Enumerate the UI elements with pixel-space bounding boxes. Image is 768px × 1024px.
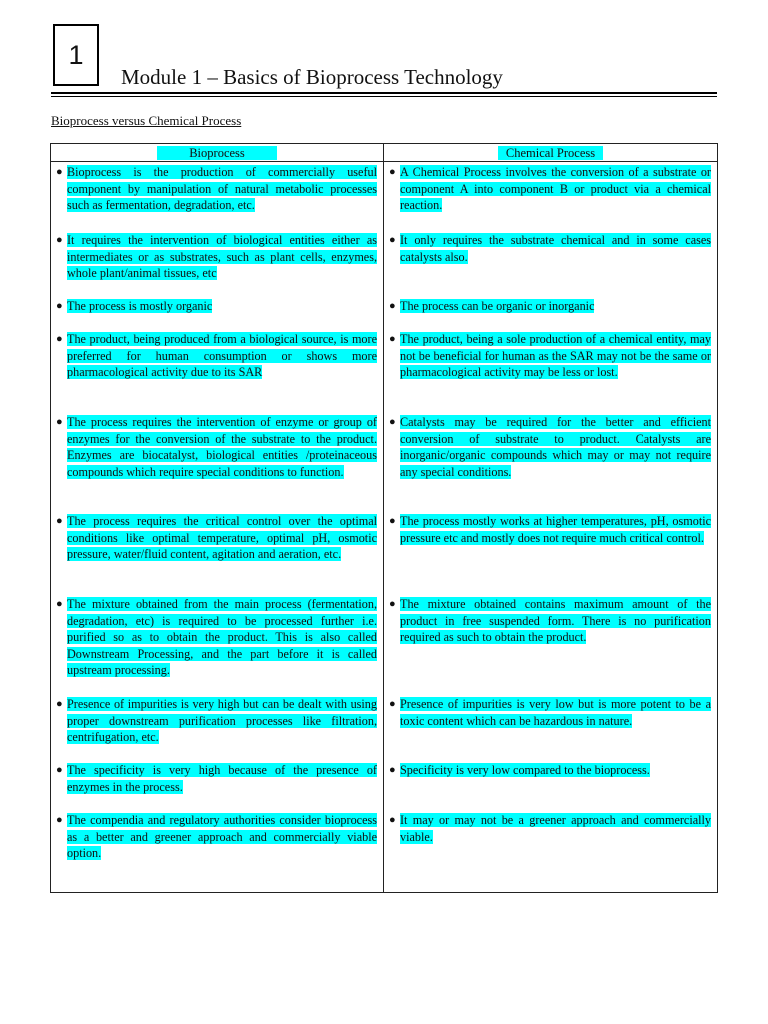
list-item [51,513,377,563]
bullet-text: Specificity is very low compared to the bioprocess. [400,763,650,777]
column-header-bioprocess [51,144,384,162]
bullet-text: The mixture obtained from the main process (fermentation, degradation, etc) is required to be processed further i.e. purified so as to obtain the product. This is also called Downstream Processing, and the part before it is called upstream processing. [67,597,377,677]
bullet-dot-icon: ● [56,234,63,246]
bullet-text: Catalysts may be required for the better and efficient conversion of substrate to product. Catalysts are inorganic/organic compounds which may or may not require any special conditions. [400,415,711,479]
bullet-dot-icon: ● [56,814,63,826]
bullet-dot-icon: ● [389,698,396,710]
bullet-text: A Chemical Process involves the conversion of a substrate or component A into component B or product via a chemical reaction. [400,165,711,212]
bullet-dot-icon: ● [56,166,63,178]
list-item [384,298,711,315]
bullet-dot-icon: ● [389,333,396,345]
bullet-dot-icon: ● [56,764,63,776]
bullet-dot-icon: ● [389,416,396,428]
list-item [384,696,711,729]
list-item [51,298,377,315]
table-header-row [51,144,718,162]
bullet-dot-icon: ● [389,300,396,312]
bullet-text: Presence of impurities is very low but is more potent to be a toxic content which can be hazardous in nature. [400,697,711,728]
bullet-text: The specificity is very high because of the presence of enzymes in the process. [67,763,377,794]
module-title: Module 1 – Basics of Bioprocess Technology [121,65,503,89]
list-item [384,414,711,480]
bioprocess-cell [51,162,384,893]
bullet-text: The process requires the intervention of enzyme or group of enzymes for the conversion of the substrate to the product. Enzymes are biocatalyst, biological entities /proteinaceous compounds which require special conditions to function. [67,415,377,479]
list-item [51,696,377,746]
bullet-dot-icon: ● [389,166,396,178]
bullet-text: The product, being produced from a biological source, is more preferred for human consumption or shows more pharmacological activity due to its SAR [67,332,377,379]
bullet-text: The product, being a sole production of a chemical entity, may not be beneficial for human as the SAR may not be the same or pharmacological activity may be less or lost. [400,332,711,379]
bullet-text: It may or may not be a greener approach and commercially viable. [400,813,711,844]
bullet-text: The process can be organic or inorganic [400,299,595,313]
bullet-text: The compendia and regulatory authorities consider bioprocess as a better and greener approach and commercially viable option. [67,813,377,860]
list-item [51,762,377,795]
bullet-text: Presence of impurities is very high but can be dealt with using proper downstream purification processes like filtration, centrifugation, etc. [67,697,377,744]
bullet-text: It requires the intervention of biological entities either as intermediates or as substrates, such as plant cells, enzymes, whole plant/animal tissues, etc [67,233,377,280]
title-rule-thick [51,92,717,94]
chemical-process-cell [384,162,718,893]
bullet-dot-icon: ● [56,515,63,527]
section-heading: Bioprocess versus Chemical Process [51,113,242,128]
column-header-chemical-process [384,144,718,162]
list-item [51,331,377,381]
bullet-dot-icon: ● [389,598,396,610]
bullet-text: The mixture obtained contains maximum amount of the product in free suspended form. There is no purification required as such to obtain the product. [400,597,711,644]
list-item [384,164,711,214]
table-body-row [51,162,718,893]
list-item [384,762,711,779]
list-item [384,812,711,845]
module-number-box: 1 [53,24,99,86]
title-rule-thin [51,96,717,97]
list-item [384,331,711,381]
chemical-process-list [384,162,717,892]
bullet-text: Bioprocess is the production of commercially useful component by manipulation of natural metabolic processes such as fermentation, degradation, etc. [67,165,377,212]
bullet-dot-icon: ● [389,814,396,826]
comparison-table [50,143,718,893]
bullet-text: The process requires the critical control over the optimal conditions like optimal temperature, optimal pH, osmotic pressure, water/fluid content, agitation and aeration, etc. [67,514,377,561]
bullet-text: The process is mostly organic [67,299,213,313]
bullet-dot-icon: ● [389,234,396,246]
bullet-dot-icon: ● [56,416,63,428]
bioprocess-list [51,162,383,892]
list-item [384,232,711,265]
column-header-chemical-process-label: Chemical Process [498,146,603,160]
list-item [384,513,711,546]
bullet-dot-icon: ● [56,698,63,710]
bullet-text: It only requires the substrate chemical and in some cases catalysts also. [400,233,711,264]
list-item [51,164,377,214]
list-item [51,812,377,862]
bullet-dot-icon: ● [56,333,63,345]
column-header-bioprocess-label: Bioprocess [157,146,277,160]
list-item [51,596,377,679]
bullet-dot-icon: ● [389,515,396,527]
bullet-dot-icon: ● [56,598,63,610]
list-item [51,232,377,282]
bullet-text: The process mostly works at higher temperatures, pH, osmotic pressure etc and mostly does not require much critical control. [400,514,711,545]
list-item [51,414,377,480]
bullet-dot-icon: ● [56,300,63,312]
bullet-dot-icon: ● [389,764,396,776]
list-item [384,596,711,646]
